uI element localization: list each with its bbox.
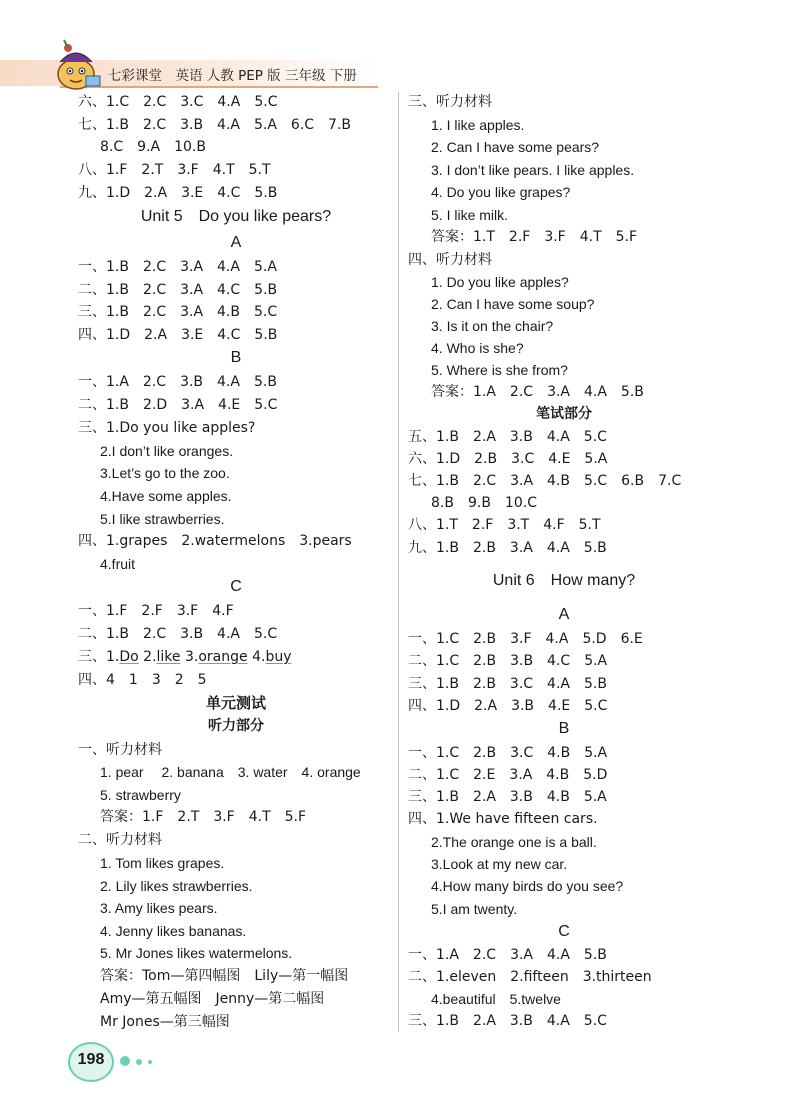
section-heading-a: A (558, 606, 570, 623)
answer-line: 一、1.C 2.B 3.C 4.B 5.A (408, 745, 608, 761)
answer-line: 3.Look at my new car. (431, 856, 568, 872)
decor-dot (148, 1060, 152, 1064)
answer-line: 二、1.C 2.B 3.B 4.C 5.A (408, 653, 608, 669)
answer-line: 1. Do you like apples? (431, 274, 569, 290)
answer-line: 3. Amy likes pears. (100, 900, 218, 916)
answer-line: 1. pear 2. banana 3. water 4. orange (100, 764, 361, 780)
answer-line: 四、4 1 3 2 5 (78, 672, 207, 688)
item-prefix: 三、1. (78, 649, 120, 665)
answer-line: 答案：Tom—第四幅图 Lily—第一幅图 (100, 968, 349, 984)
answer-line: 四、1.D 2.A 3.B 4.E 5.C (408, 698, 608, 714)
answer-line: 3.Let’s go to the zoo. (100, 465, 230, 481)
answer-line: Mr Jones—第三幅图 (100, 1014, 230, 1030)
answer-line: 2.I don’t like oranges. (100, 443, 234, 459)
answer-line: 八、1.F 2.T 3.F 4.T 5.T (78, 162, 271, 178)
answer-line: 4. Do you like grapes? (431, 184, 571, 200)
item-number: 2. (143, 649, 157, 665)
listening-part-title: 听力部分 (208, 718, 264, 734)
header-rule (60, 86, 378, 88)
unit6-title: Unit 6 How many? (492, 572, 636, 589)
decor-dot (120, 1056, 130, 1066)
answer-line: 5. Where is she from? (431, 362, 568, 378)
answer-line: 2.The orange one is a ball. (431, 834, 597, 850)
answer-line: 四、1.We have fifteen cars. (408, 811, 598, 827)
decor-dot (136, 1059, 142, 1065)
item-number: 3. (185, 649, 199, 665)
page-number: 198 (77, 1051, 105, 1068)
answer-line: 七、1.B 2.C 3.B 4.A 5.A 6.C 7.B (78, 117, 352, 133)
answer-line: 答案：1.F 2.T 3.F 4.T 5.F (100, 809, 307, 825)
answer-line: 1. Tom likes grapes. (100, 855, 225, 871)
answer-line: 5. Mr Jones likes watermelons. (100, 945, 293, 961)
answer-line: 1. I like apples. (431, 117, 525, 133)
unit5-title: Unit 5 Do you like pears? (140, 208, 332, 225)
fill-word: orange (198, 649, 248, 665)
answer-line: 3. I don’t like pears. I like apples. (431, 162, 635, 178)
section-heading-c: C (558, 923, 570, 940)
answer-line: 九、1.B 2.B 3.A 4.A 5.B (408, 540, 607, 556)
mascot-icon (46, 36, 106, 92)
answer-line: 5. strawberry (100, 787, 181, 803)
answer-line: 答案：1.T 2.F 3.F 4.T 5.F (431, 229, 638, 245)
answer-line: 4.How many birds do you see? (431, 878, 624, 894)
answer-line: 8.C 9.A 10.B (100, 139, 206, 155)
answer-line: 二、1.B 2.D 3.A 4.E 5.C (78, 397, 278, 413)
answer-line: 四、听力材料 (408, 252, 492, 268)
answer-line: 一、1.A 2.C 3.A 4.A 5.B (408, 947, 607, 963)
section-heading-c: C (230, 578, 242, 595)
answer-line: 七、1.B 2.C 3.A 4.B 5.C 6.B 7.C (408, 473, 682, 489)
answer-line: 5.I am twenty. (431, 901, 518, 917)
answer-line: 2. Can I have some pears? (431, 139, 600, 155)
answer-line: 四、1.D 2.A 3.E 4.C 5.B (78, 327, 278, 343)
item-number: 4. (252, 649, 266, 665)
answer-line: Amy—第五幅图 Jenny—第二幅图 (100, 991, 325, 1007)
fill-word: buy (265, 649, 292, 665)
answer-line: 一、1.F 2.F 3.F 4.F (78, 603, 234, 619)
fill-word: Do (119, 649, 139, 665)
answer-line: 5.I like strawberries. (100, 511, 225, 527)
answer-line: 二、1.B 2.C 3.A 4.C 5.B (78, 282, 278, 298)
answer-line: 一、1.B 2.C 3.A 4.A 5.A (78, 259, 277, 275)
answer-line: 三、1.B 2.A 3.B 4.A 5.C (408, 1013, 607, 1029)
answer-line: 2. Lily likes strawberries. (100, 878, 253, 894)
answer-line: 六、1.D 2.B 3.C 4.E 5.A (408, 451, 608, 467)
section-heading-a: A (230, 234, 242, 251)
answer-line: 九、1.D 2.A 3.E 4.C 5.B (78, 185, 278, 201)
answer-line: 5. I like milk. (431, 207, 509, 223)
answer-line: 二、1.eleven 2.fifteen 3.thirteen (408, 969, 652, 985)
answer-line-fill-in (78, 648, 292, 666)
unit-test-title: 单元测试 (205, 694, 266, 712)
answer-line: 四、1.grapes 2.watermelons 3.pears (78, 533, 352, 549)
answer-line: 8.B 9.B 10.C (431, 495, 537, 511)
answer-line: 一、1.C 2.B 3.F 4.A 5.D 6.E (408, 631, 643, 647)
answer-line: 二、1.C 2.E 3.A 4.B 5.D (408, 767, 608, 783)
fill-word: like (156, 649, 181, 665)
answer-line: 一、1.A 2.C 3.B 4.A 5.B (78, 374, 277, 390)
answer-line: 2. Can I have some soup? (431, 296, 595, 312)
section-heading-b: B (230, 349, 242, 366)
answer-line: 4.fruit (100, 556, 136, 572)
answer-line: 三、1.Do you like apples? (78, 420, 256, 436)
answer-line: 答案：1.A 2.C 3.A 4.A 5.B (431, 384, 644, 400)
answer-line: 六、1.C 2.C 3.C 4.A 5.C (78, 94, 278, 110)
answer-line: 4. Who is she? (431, 340, 524, 356)
answer-line: 4.Have some apples. (100, 488, 232, 504)
column-divider (398, 92, 399, 1032)
answer-line: 三、1.B 2.A 3.B 4.B 5.A (408, 789, 607, 805)
answer-line: 二、1.B 2.C 3.B 4.A 5.C (78, 626, 278, 642)
answer-line: 三、1.B 2.C 3.A 4.B 5.C (78, 304, 278, 320)
section-heading-b: B (558, 720, 570, 737)
answer-line: 五、1.B 2.A 3.B 4.A 5.C (408, 429, 607, 445)
series-title: 七彩课堂 英语 人教 PEP 版 三年级 下册 (108, 68, 357, 84)
answer-line: 三、1.B 2.B 3.C 4.A 5.B (408, 676, 607, 692)
answer-line: 一、听力材料 (78, 742, 162, 758)
answer-line: 4.beautiful 5.twelve (431, 991, 561, 1007)
answer-line: 八、1.T 2.F 3.T 4.F 5.T (408, 517, 601, 533)
answer-line: 三、听力材料 (408, 94, 492, 110)
answer-line: 4. Jenny likes bananas. (100, 923, 247, 939)
answer-line: 二、听力材料 (78, 832, 162, 848)
written-part-title: 笔试部分 (536, 406, 592, 422)
answer-line: 3. Is it on the chair? (431, 318, 554, 334)
